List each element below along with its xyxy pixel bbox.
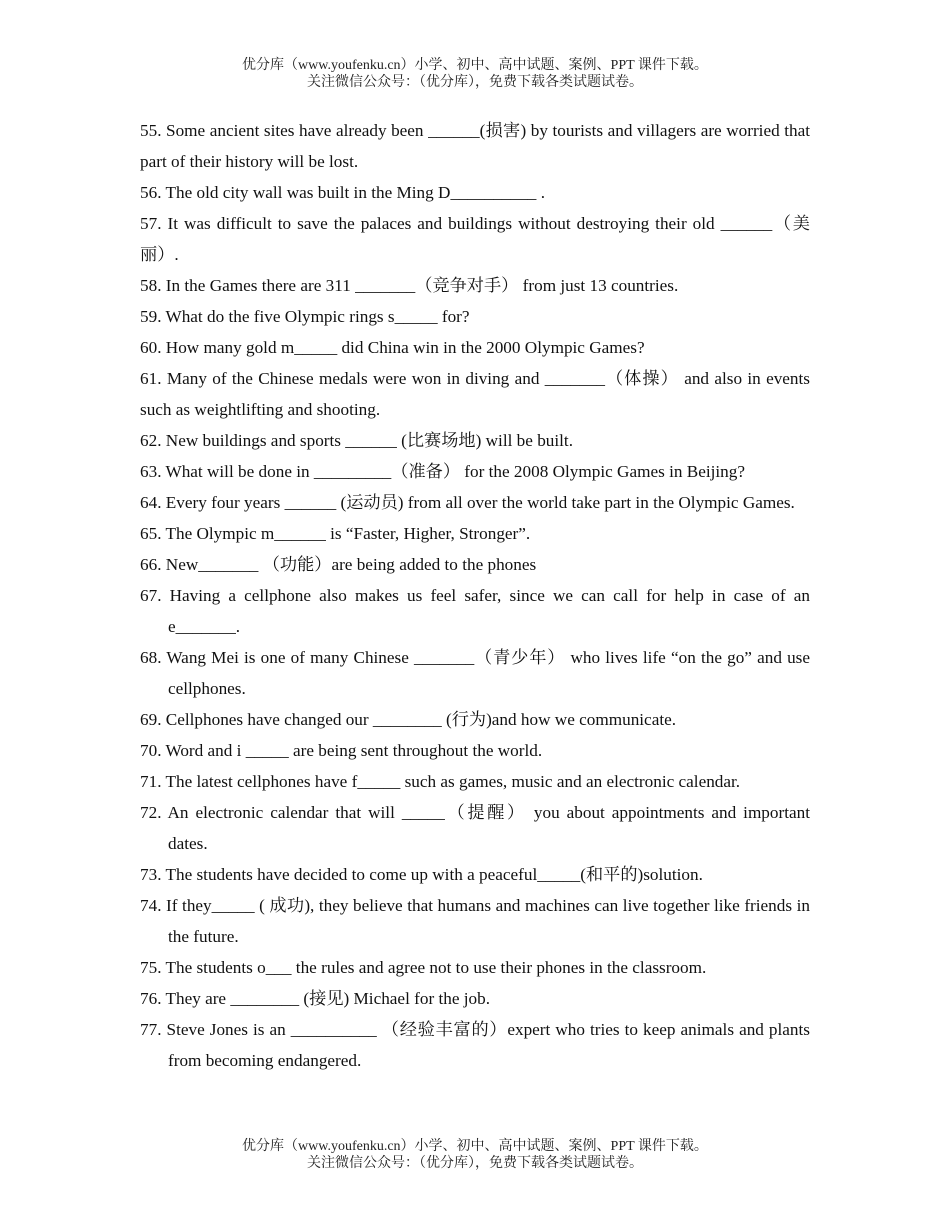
question-item: 68. Wang Mei is one of many Chinese _______（青少年） who lives life “on the go” and use cellphones. xyxy=(140,648,810,698)
footer-line-2: 关注微信公众号：（优分库），免费下载各类试题试卷。 xyxy=(307,1156,643,1171)
question-item: 73. The students have decided to come up with a peaceful_____(和平的)solution. xyxy=(140,865,703,884)
question-item: 60. How many gold m_____ did China win in the 2000 Olympic Games? xyxy=(140,338,645,357)
question-item: 66. New_______ （功能）are being added to the phones xyxy=(140,555,537,574)
question-item: 62. New buildings and sports ______ (比赛场地) will be built. xyxy=(140,431,574,450)
question-item: 77. Steve Jones is an __________ （经验丰富的）expert who tries to keep animals and plants from becoming endangered. xyxy=(140,1020,810,1070)
question-item: 67. Having a cellphone also makes us feel safer, since we can call for help in case of an e_______. xyxy=(140,586,810,636)
page-footer xyxy=(0,1138,950,1172)
question-item: 57. It was difficult to save the palaces and buildings without destroying their old ______（美丽）. xyxy=(140,214,810,264)
question-item: 56. The old city wall was built in the Ming D__________ . xyxy=(140,183,545,202)
question-item: 64. Every four years ______ (运动员) from all over the world take part in the Olympic Games. xyxy=(140,493,795,512)
question-list xyxy=(140,115,810,1076)
header-line-1: 优分库（www.youfenku.cn）小学、初中、高中试题、案例、PPT 课件下载。 xyxy=(242,58,708,73)
question-item: 59. What do the five Olympic rings s_____ for? xyxy=(140,307,470,326)
question-item: 55. Some ancient sites have already been ______(损害) by tourists and villagers are worried that part of their history will be lost. xyxy=(140,121,810,171)
question-item: 75. The students o___ the rules and agree not to use their phones in the classroom. xyxy=(140,958,707,977)
question-item: 70. Word and i _____ are being sent throughout the world. xyxy=(140,741,543,760)
question-item: 58. In the Games there are 311 _______（竞争对手） from just 13 countries. xyxy=(140,276,679,295)
question-item: 71. The latest cellphones have f_____ such as games, music and an electronic calendar. xyxy=(140,772,741,791)
header-line-2: 关注微信公众号：（优分库），免费下载各类试题试卷。 xyxy=(307,75,643,90)
question-item: 61. Many of the Chinese medals were won in diving and _______（体操） and also in events such as weightlifting and shooting. xyxy=(140,369,810,419)
question-item: 74. If they_____ ( 成功), they believe that humans and machines can live together like friends in the future. xyxy=(140,896,810,946)
question-item: 65. The Olympic m______ is “Faster, Higher, Stronger”. xyxy=(140,524,531,543)
page-header xyxy=(0,57,950,91)
question-item: 72. An electronic calendar that will _____（提醒） you about appointments and important dates. xyxy=(140,803,810,853)
question-item: 76. They are ________ (接见) Michael for the job. xyxy=(140,989,491,1008)
question-item: 63. What will be done in _________（准备） for the 2008 Olympic Games in Beijing? xyxy=(140,462,745,481)
question-item: 69. Cellphones have changed our ________ (行为)and how we communicate. xyxy=(140,710,677,729)
footer-line-1: 优分库（www.youfenku.cn）小学、初中、高中试题、案例、PPT 课件下载。 xyxy=(242,1139,708,1154)
